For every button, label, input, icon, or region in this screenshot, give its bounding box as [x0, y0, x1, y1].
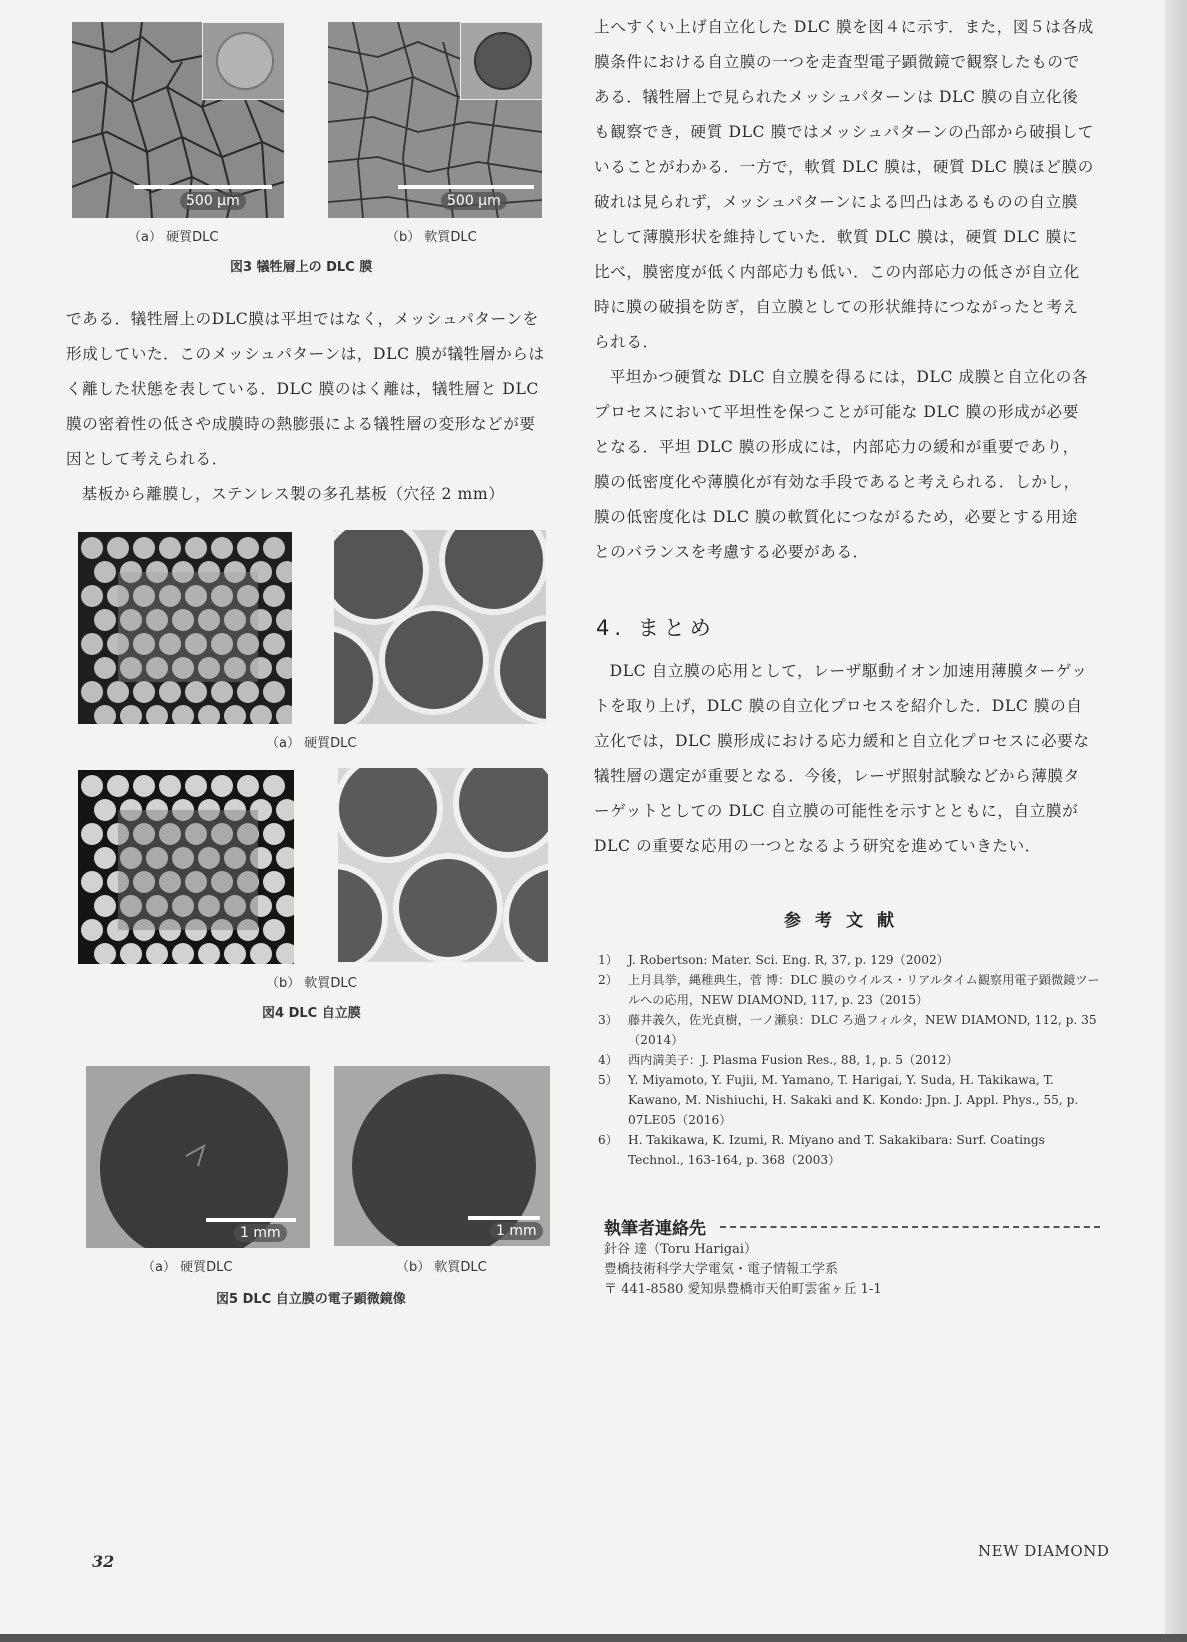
reference-item: 6） H. Takikawa, K. Izumi, R. Miyano and T. Sakakibara: Surf. Coatings Technol., 163-164, p. 368（2003）: [598, 1133, 1045, 1167]
fig3-scalebar-b: [398, 185, 534, 189]
fig3-inset-a: [202, 22, 284, 100]
page-number: 32: [92, 1552, 115, 1571]
fig3-scale-label-b: 500 μm: [441, 192, 507, 210]
contact-divider: [720, 1226, 1100, 1228]
fig3-caption: 図3 犠牲層上の DLC 膜: [230, 260, 373, 275]
left-paragraph-2: 基板から離膜し，ステンレス製の多孔基板（穴径 2 mm）: [81, 485, 505, 503]
fig4-image-b-left: [78, 770, 294, 964]
fig3-image-a: [72, 22, 284, 218]
fig5-scalebar-a: [206, 1218, 296, 1222]
fig5-scale-label-b: 1 mm: [490, 1222, 543, 1240]
fig4-label-a: （a） 硬質DLC: [266, 736, 357, 751]
right-paragraph-2: 平坦かつ硬質な DLC 自立膜を得るには，DLC 成膜と自立化の各プロセスにおいて平坦性を保つことが可能な DLC 膜の形成が必要となる．平坦 DLC 膜の形成には，内部応力の緩和が重要であり，膜の低密度化や薄膜化が有効な手段であると考えられる．しかし，膜の低密度化は DLC 膜の軟質化につながるため，必要とする用途とのバランスを考慮する必要がある．: [594, 368, 1089, 561]
fig5-scalebar-b: [468, 1216, 540, 1220]
contact-name: 針谷 達（Toru Harigai）: [604, 1242, 758, 1257]
contact-affiliation: 豊橋技術科学大学電気・電子情報工学系: [604, 1262, 839, 1277]
fig5-image-a: [86, 1066, 310, 1248]
fig3-scale-label-a: 500 μm: [180, 192, 246, 210]
fig5-label-b: （b） 軟質DLC: [396, 1260, 487, 1275]
page-edge-shadow: [1165, 0, 1187, 1642]
section-4-paragraph: DLC 自立膜の応用として，レーザ駆動イオン加速用薄膜ターゲットを取り上げ，DLC 膜の自立化プロセスを紹介した．DLC 膜の自立化では，DLC 膜形成における応力緩和と自立化プロセスに必要な犠牲層の選定が重要となる．今後，レーザ照射試験などから薄膜ターゲットとしての DLC 自立膜の可能性を示すとともに，自立膜が DLC の重要な応用の一つとなるよう研究を進めていきたい．: [594, 662, 1090, 855]
reference-item: 1） J. Robertson: Mater. Sci. Eng. R, 37, p. 129（2002）: [598, 953, 949, 967]
reference-item: 4） 西内満美子：J. Plasma Fusion Res., 88, 1, p. 5（2012）: [598, 1053, 959, 1067]
right-paragraph-1: 上へすくい上げ自立化した DLC 膜を図４に示す．また，図５は各成膜条件における自立膜の一つを走査型電子顕微鏡で観察したものである．犠牲層上で見られたメッシュパターンは DLC 膜の自立化後も観察でき，硬質 DLC 膜ではメッシュパターンの凸部から破損していることがわかる．一方で，軟質 DLC 膜は，硬質 DLC 膜ほど膜の破れは見られず，メッシュパターンによる凹凸はあるものの自立膜として薄膜形状を維持していた．軟質 DLC 膜は，硬質 DLC 膜に比べ，膜密度が低く内部応力も低い．この内部応力の低さが自立化時に膜の破損を防ぎ，自立膜としての形状維持につながったと考えられる．: [594, 18, 1094, 351]
contact-details: [604, 1240, 1084, 1300]
fig3-label-a: （a） 硬質DLC: [128, 230, 219, 245]
reference-item: 5） Y. Miyamoto, Y. Fujii, M. Yamano, T. Harigai, Y. Suda, H. Takikawa, T. Kawano, M. Nishiuchi, H. Sakaki and K. Kondo: Jpn. J. Appl. Phys., 55, p. 07LE05（2016）: [598, 1073, 1079, 1127]
left-paragraph-1: である．犠牲層上のDLC膜は平坦ではなく，メッシュパターンを形成していた．このメッシュパターンは，DLC 膜が犠牲層からはく離した状態を表している．DLC 膜のはく離は，犠牲層と DLC 膜の密着性の低さや成膜時の熱膨張による犠牲層の変形などが要因として考えられる．: [66, 310, 545, 468]
fig3-scalebar-a: [134, 185, 272, 189]
fig4-image-a-right: [334, 530, 546, 724]
page-bottom-edge: [0, 1634, 1187, 1642]
fig5-scale-label-a: 1 mm: [234, 1224, 287, 1242]
fig4-image-b-right: [338, 768, 548, 962]
right-column-text: [594, 10, 1094, 570]
fig3-image-b: [328, 22, 542, 218]
fig4-caption: 図4 DLC 自立膜: [262, 1006, 361, 1021]
fig5-image-b: [334, 1066, 550, 1246]
reference-item: 3） 藤井義久，佐光貞樹，一ノ瀬泉：DLC ろ過フィルタ，NEW DIAMOND, 112, p. 35（2014）: [598, 1013, 1097, 1047]
contact-address: 〒 441-8580 愛知県豊橋市天伯町雲雀ヶ丘 1-1: [604, 1282, 882, 1297]
journal-name: NEW DIAMOND: [978, 1542, 1110, 1560]
fig5-label-a: （a） 硬質DLC: [142, 1260, 233, 1275]
fig5-caption: 図5 DLC 自立膜の電子顕微鏡像: [216, 1292, 406, 1307]
fig4-label-b: （b） 軟質DLC: [266, 976, 357, 991]
fig4-image-a-left: [78, 532, 292, 724]
fig3-label-b: （b） 軟質DLC: [386, 230, 477, 245]
reference-item: 2） 上月具挙，縄稚典生，菅 博：DLC 膜のウイルス・リアルタイム観察用電子顕微鏡ツールへの応用，NEW DIAMOND, 117, p. 23（2015）: [598, 973, 1100, 1007]
contact-title: 執筆者連絡先: [604, 1219, 706, 1239]
section-4-text: [594, 654, 1094, 864]
section-4-heading: 4. まとめ: [596, 616, 716, 640]
left-column-text: [66, 302, 546, 512]
references-list: [592, 950, 1104, 1170]
references-title: 参考文献: [784, 911, 908, 931]
fig3-inset-b: [460, 22, 542, 100]
